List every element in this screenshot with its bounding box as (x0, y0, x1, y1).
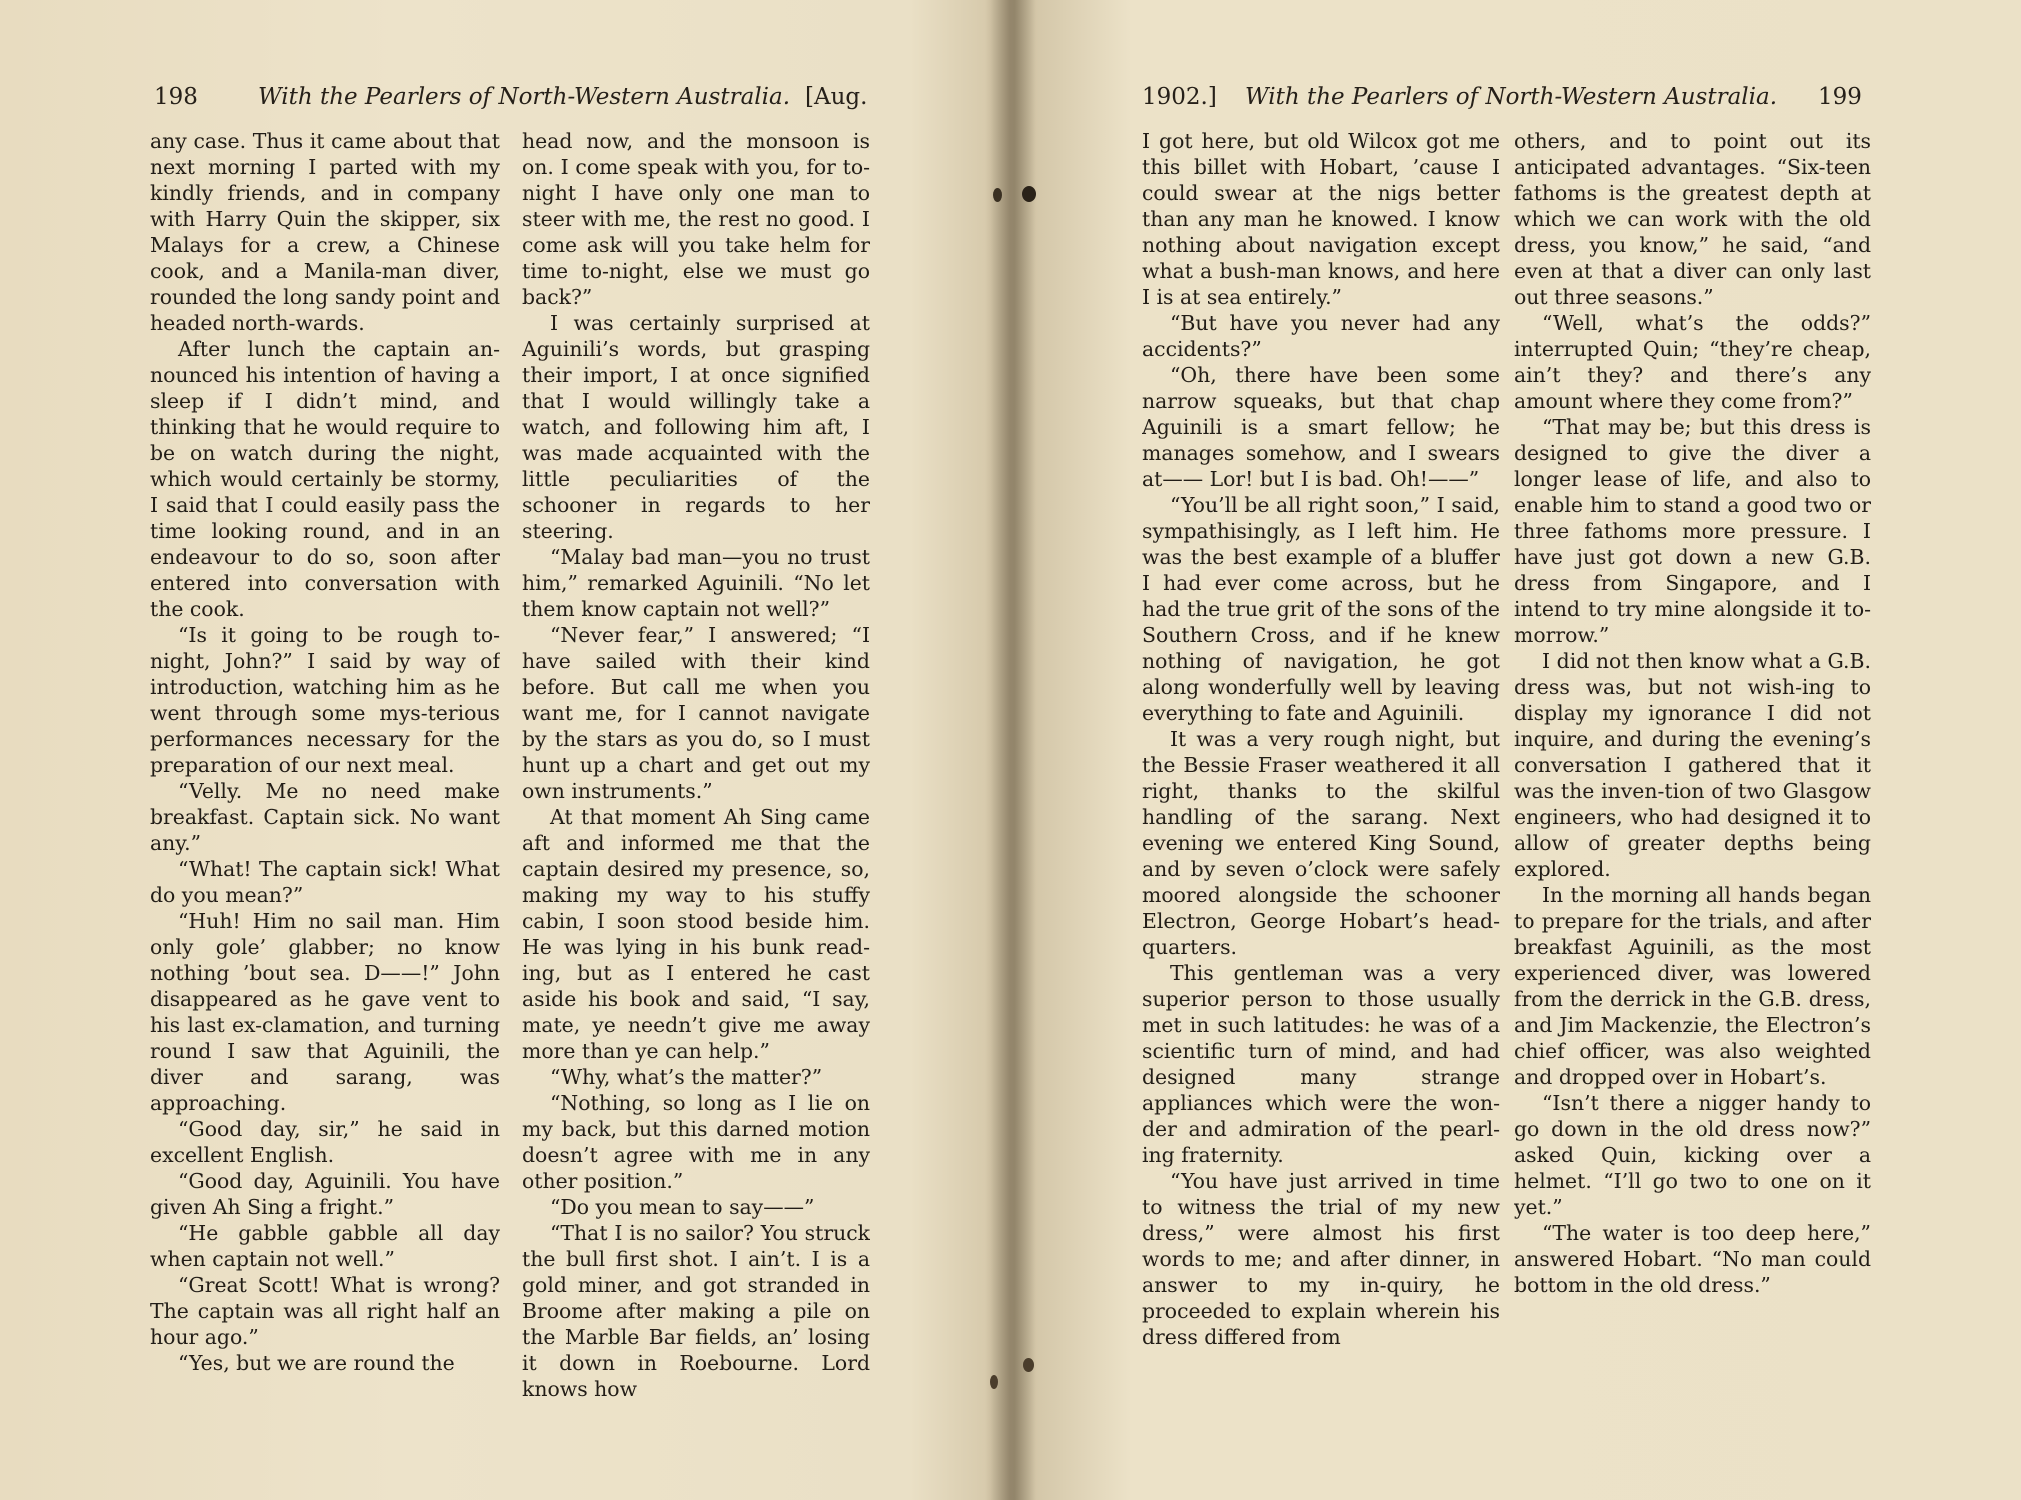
paragraph: In the morning all hands began to prepare for the trials, and after breakfast Aguinili, as the most experienced diver, was lowered from the derrick in the G.B. dress, and Jim Mackenzie, the Electron’s chief officer, was also weighted and dropped over in Hobart’s. (1514, 883, 1871, 1089)
running-date: [Aug. (805, 84, 868, 110)
paragraph: “Oh, there have been some narrow squeaks, but that chap Aguinili is a smart fellow; he manages somehow, and I swears at—— Lor! but I is bad. Oh!——” (1142, 363, 1500, 491)
paragraph: “What! The captain sick! What do you mean?” (150, 857, 500, 907)
right-page (1010, 0, 2021, 1500)
paragraph: “Malay bad man—you no trust him,” remarked Aguinili. “No let them know captain not well?” (522, 545, 870, 621)
paragraph: “Well, what’s the odds?” interrupted Quin; “they’re cheap, ain’t they? and there’s any amount where they come from?” (1514, 311, 1871, 413)
page-number: 198 (154, 84, 198, 110)
paragraph: “That may be; but this dress is designed to give the diver a longer lease of life, and also to enable him to stand a good two or three fathoms more pressure. I have just got down a new G.B. dress from Singapore, and I intend to try mine alongside it to-morrow.” (1514, 415, 1871, 647)
running-date: 1902.] (1142, 84, 1217, 110)
running-head (0, 84, 1000, 124)
running-title: With the Pearlers of North-Western Australia. (258, 84, 791, 110)
paragraph: “Good day, sir,” he said in excellent English. (150, 1117, 500, 1167)
paragraph: At that moment Ah Sing came aft and informed me that the captain desired my presence, so, making my way to his stuffy cabin, I soon stood beside him. He was lying in his bunk read-ing, but as I entered he cast aside his book and said, “I say, mate, ye needn’t give me away more than ye can help.” (522, 805, 870, 1063)
paragraph: I did not then know what a G.B. dress was, but not wish-ing to display my ignorance I did not inquire, and during the evening’s conversation I gathered that it was the inven-tion of two Glasgow engineers, who had designed it to allow of greater depths being explored. (1514, 649, 1871, 881)
paragraph: “Is it going to be rough to-night, John?” I said by way of introduction, watching him as he went through some mys-terious performances necessary for the preparation of our next meal. (150, 623, 500, 777)
text-column-2 (1514, 128, 1871, 1428)
paragraph: “But have you never had any accidents?” (1142, 311, 1500, 361)
text-column-2 (522, 128, 870, 1428)
paragraph: head now, and the monsoon is on. I come speak with you, for to-night I have only one man to steer with me, the rest no good. I come ask will you take helm for time to-night, else we must go back?” (522, 129, 870, 309)
paragraph: I was certainly surprised at Aguinili’s words, but grasping their import, I at once signified that I would willingly take a watch, and following him aft, I was made acquainted with the little peculiarities of the schooner in regards to her steering. (522, 311, 870, 543)
paragraph: any case. Thus it came about that next morning I parted with my kindly friends, and in company with Harry Quin the skipper, six Malays for a crew, a Chinese cook, and a Manila-man diver, rounded the long sandy point and headed north-wards. (150, 129, 500, 335)
paragraph: “Do you mean to say——” (550, 1195, 815, 1219)
paragraph: This gentleman was a very superior person to those usually met in such latitudes: he was of a scientific turn of mind, and had designed many strange appliances which were the won-der and admiration of the pearl-ing fraternity. (1142, 961, 1500, 1167)
paragraph: “Isn’t there a nigger handy to go down in the old dress now?” asked Quin, kicking over a helmet. “I’ll go two to one on it yet.” (1514, 1091, 1871, 1219)
text-column-1 (150, 128, 500, 1428)
running-title: With the Pearlers of North-Western Australia. (1245, 84, 1778, 110)
running-head (1010, 84, 2021, 124)
page-number: 199 (1818, 84, 1862, 110)
text-column-1 (1142, 128, 1500, 1428)
paragraph: “That I is no sailor? You struck the bull first shot. I ain’t. I is a gold miner, and got stranded in Broome after making a pile on the Marble Bar fields, an’ losing it down in Roebourne. Lord knows how (522, 1221, 870, 1401)
left-page (0, 0, 1000, 1500)
paragraph: “Nothing, so long as I lie on my back, but this darned motion doesn’t agree with me in any other position.” (522, 1091, 870, 1193)
paragraph: others, and to point out its anticipated advantages. “Six-teen fathoms is the greatest depth at which we can work with the old dress, you know,” he said, “and even at that a diver can only last out three seasons.” (1514, 129, 1871, 309)
paragraph: “Never fear,” I answered; “I have sailed with their kind before. But call me when you want me, for I cannot navigate by the stars as you do, so I must hunt up a chart and get out my own instruments.” (522, 623, 870, 803)
paragraph: I got here, but old Wilcox got me this billet with Hobart, ’cause I could swear at the nigs better than any man he knowed. I know nothing about navigation except what a bush-man knows, and here I is at sea entirely.” (1142, 129, 1500, 309)
paragraph: “You’ll be all right soon,” I said, sympathisingly, as I left him. He was the best example of a bluffer I had ever come across, but he had the true grit of the sons of the Southern Cross, and if he knew nothing of navigation, he got along wonderfully well by leaving everything to fate and Aguinili. (1142, 493, 1500, 725)
paragraph: “Good day, Aguinili. You have given Ah Sing a fright.” (150, 1169, 500, 1219)
paragraph: “Why, what’s the matter?” (550, 1065, 823, 1089)
paragraph: “Velly. Me no need make breakfast. Captain sick. No want any.” (150, 779, 500, 855)
paragraph: “The water is too deep here,” answered Hobart. “No man could bottom in the old dress.” (1514, 1221, 1871, 1297)
paragraph: After lunch the captain an-nounced his intention of having a sleep if I didn’t mind, and thinking that he would require to be on watch during the night, which would certainly be stormy, I said that I could easily pass the time looking round, and in an endeavour to do so, soon after entered into conversation with the cook. (150, 337, 500, 621)
paragraph: “He gabble gabble all day when captain not well.” (150, 1221, 500, 1271)
paragraph: “Huh! Him no sail man. Him only gole’ glabber; no know nothing ’bout sea. D——!” John disappeared as he gave vent to his last ex-clamation, and turning round I saw that Aguinili, the diver and sarang, was approaching. (150, 909, 500, 1115)
paragraph: “Great Scott! What is wrong? The captain was all right half an hour ago.” (150, 1273, 500, 1349)
paragraph: “You have just arrived in time to witness the trial of my new dress,” were almost his first words to me; and after dinner, in answer to my in-quiry, he proceeded to explain wherein his dress differed from (1142, 1169, 1500, 1349)
paragraph: It was a very rough night, but the Bessie Fraser weathered it all right, thanks to the skilful handling of the sarang. Next evening we entered King Sound, and by seven o’clock were safely moored alongside the schooner Electron, George Hobart’s head-quarters. (1142, 727, 1500, 959)
paragraph: “Yes, but we are round the (178, 1351, 455, 1375)
